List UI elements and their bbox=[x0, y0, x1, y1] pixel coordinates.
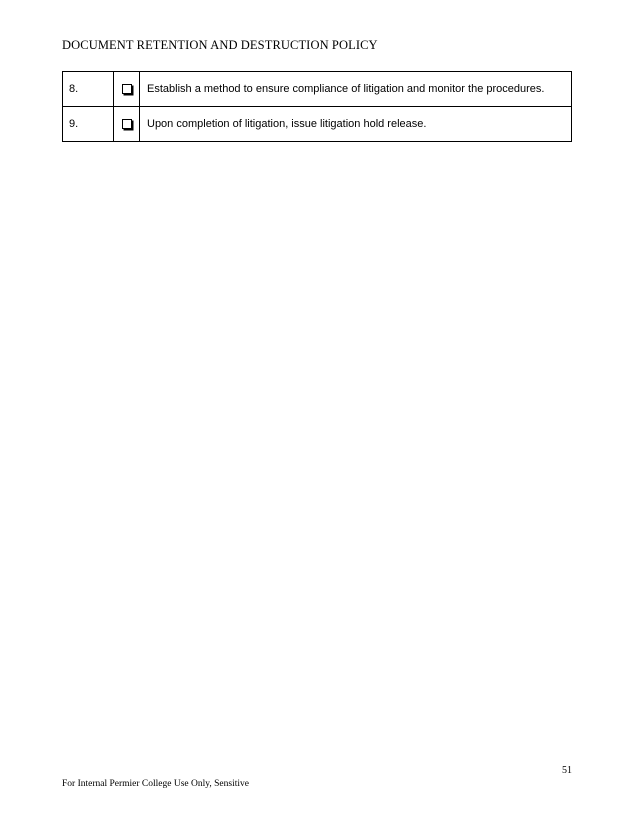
empty-checkbox-icon bbox=[122, 119, 132, 129]
row-text: Establish a method to ensure compliance of litigation and monitor the procedures. bbox=[140, 72, 572, 107]
table-row bbox=[63, 72, 572, 107]
page-number: 51 bbox=[562, 765, 572, 776]
page-header-title: DOCUMENT RETENTION AND DESTRUCTION POLICY bbox=[62, 38, 378, 52]
empty-checkbox-icon bbox=[122, 84, 132, 94]
footer-note: For Internal Permier College Use Only, Sensitive bbox=[62, 779, 249, 789]
row-text: Upon completion of litigation, issue litigation hold release. bbox=[140, 107, 572, 142]
checkbox-cell bbox=[114, 72, 140, 107]
checkbox-cell bbox=[114, 107, 140, 142]
row-number: 9. bbox=[63, 107, 114, 142]
table-row bbox=[63, 107, 572, 142]
row-number: 8. bbox=[63, 72, 114, 107]
checklist-table bbox=[62, 71, 572, 142]
